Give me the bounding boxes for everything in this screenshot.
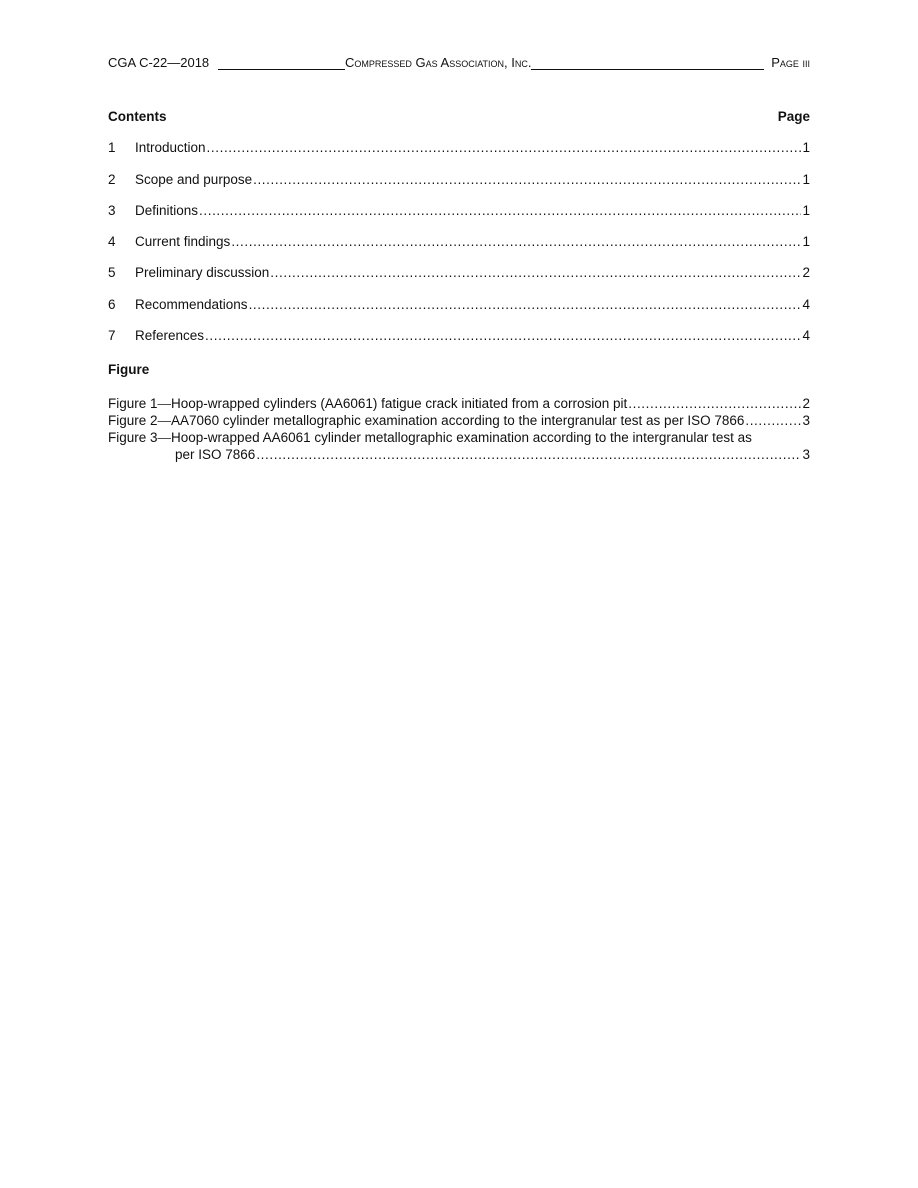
toc-entry-recommendations[interactable] bbox=[108, 296, 810, 314]
toc-entry-page: 1 bbox=[802, 203, 810, 218]
contents-heading-row bbox=[108, 108, 810, 126]
figure-entry-title bbox=[108, 395, 627, 412]
figure-dash: — bbox=[157, 413, 172, 428]
toc-entry-title: Current findings bbox=[135, 234, 231, 249]
toc-entry-page: 1 bbox=[802, 234, 810, 249]
toc-entry-title: Preliminary discussion bbox=[135, 265, 270, 280]
dot-leader bbox=[745, 412, 801, 429]
dot-leader bbox=[253, 171, 801, 189]
figure-title-line1: Hoop-wrapped AA6061 cylinder metallographic examination according to the intergranular test as bbox=[171, 430, 752, 445]
dot-leader bbox=[199, 202, 801, 220]
toc-entry-number: 5 bbox=[108, 265, 116, 280]
toc-entry-introduction[interactable] bbox=[108, 139, 810, 157]
figure-title: Hoop-wrapped cylinders (AA6061) fatigue crack initiated from a corrosion pit bbox=[171, 396, 628, 411]
figure-heading: Figure bbox=[108, 362, 150, 377]
org-name: Compressed Gas Association, Inc. bbox=[345, 55, 532, 70]
toc-entry-current-findings[interactable] bbox=[108, 233, 810, 251]
figure-label: Figure 2 bbox=[108, 413, 158, 428]
toc-entry-definitions[interactable] bbox=[108, 202, 810, 220]
dot-leader bbox=[249, 296, 802, 314]
figure-entry-1[interactable] bbox=[108, 395, 810, 412]
figure-dash: — bbox=[157, 396, 172, 411]
dot-leader bbox=[256, 446, 801, 463]
contents-heading: Contents bbox=[108, 109, 167, 124]
figure-entry-title bbox=[108, 429, 752, 446]
toc-entry-scope-and-purpose[interactable] bbox=[108, 171, 810, 189]
toc-entry-preliminary-discussion[interactable] bbox=[108, 264, 810, 282]
figure-entry-page: 3 bbox=[802, 413, 810, 428]
figure-entry-title bbox=[108, 412, 744, 429]
page-header bbox=[108, 54, 810, 72]
figure-entry-2[interactable] bbox=[108, 412, 810, 429]
toc-entry-title: References bbox=[135, 328, 205, 343]
toc-entry-references[interactable] bbox=[108, 327, 810, 345]
toc-entry-title: Scope and purpose bbox=[135, 172, 253, 187]
dot-leader bbox=[231, 233, 801, 251]
figure-title-line2: per ISO 7866 bbox=[175, 447, 256, 462]
toc-entry-number: 4 bbox=[108, 234, 116, 249]
toc-entry-title: Introduction bbox=[135, 140, 206, 155]
toc-entry-page: 4 bbox=[802, 297, 810, 312]
toc-entry-number: 3 bbox=[108, 203, 116, 218]
dot-leader bbox=[207, 139, 802, 157]
dot-leader bbox=[270, 264, 801, 282]
page-number: Page iii bbox=[771, 55, 810, 70]
toc-entry-number: 2 bbox=[108, 172, 116, 187]
toc-entry-number: 6 bbox=[108, 297, 116, 312]
page-column-heading: Page bbox=[777, 109, 810, 124]
figure-label: Figure 3 bbox=[108, 430, 158, 445]
document-page bbox=[108, 0, 810, 1188]
toc-entry-page: 4 bbox=[802, 328, 810, 343]
toc-entry-page: 1 bbox=[802, 172, 810, 187]
toc-entry-title: Recommendations bbox=[135, 297, 248, 312]
figure-label: Figure 1 bbox=[108, 396, 158, 411]
toc-entry-title: Definitions bbox=[135, 203, 199, 218]
figure-entry-page: 2 bbox=[802, 396, 810, 411]
figure-entry-page: 3 bbox=[802, 447, 810, 462]
toc-entry-page: 2 bbox=[802, 265, 810, 280]
toc-entry-number: 1 bbox=[108, 140, 116, 155]
toc-entry-number: 7 bbox=[108, 328, 116, 343]
toc-entry-page: 1 bbox=[802, 140, 810, 155]
figure-title: AA7060 cylinder metallographic examination according to the intergranular test as per ISO 7866 bbox=[171, 413, 745, 428]
dot-leader bbox=[628, 395, 801, 412]
figure-dash: — bbox=[157, 430, 172, 445]
dot-leader bbox=[205, 327, 801, 345]
figure-entry-3[interactable] bbox=[108, 429, 810, 463]
doc-id: CGA C-22—2018 bbox=[108, 55, 210, 70]
